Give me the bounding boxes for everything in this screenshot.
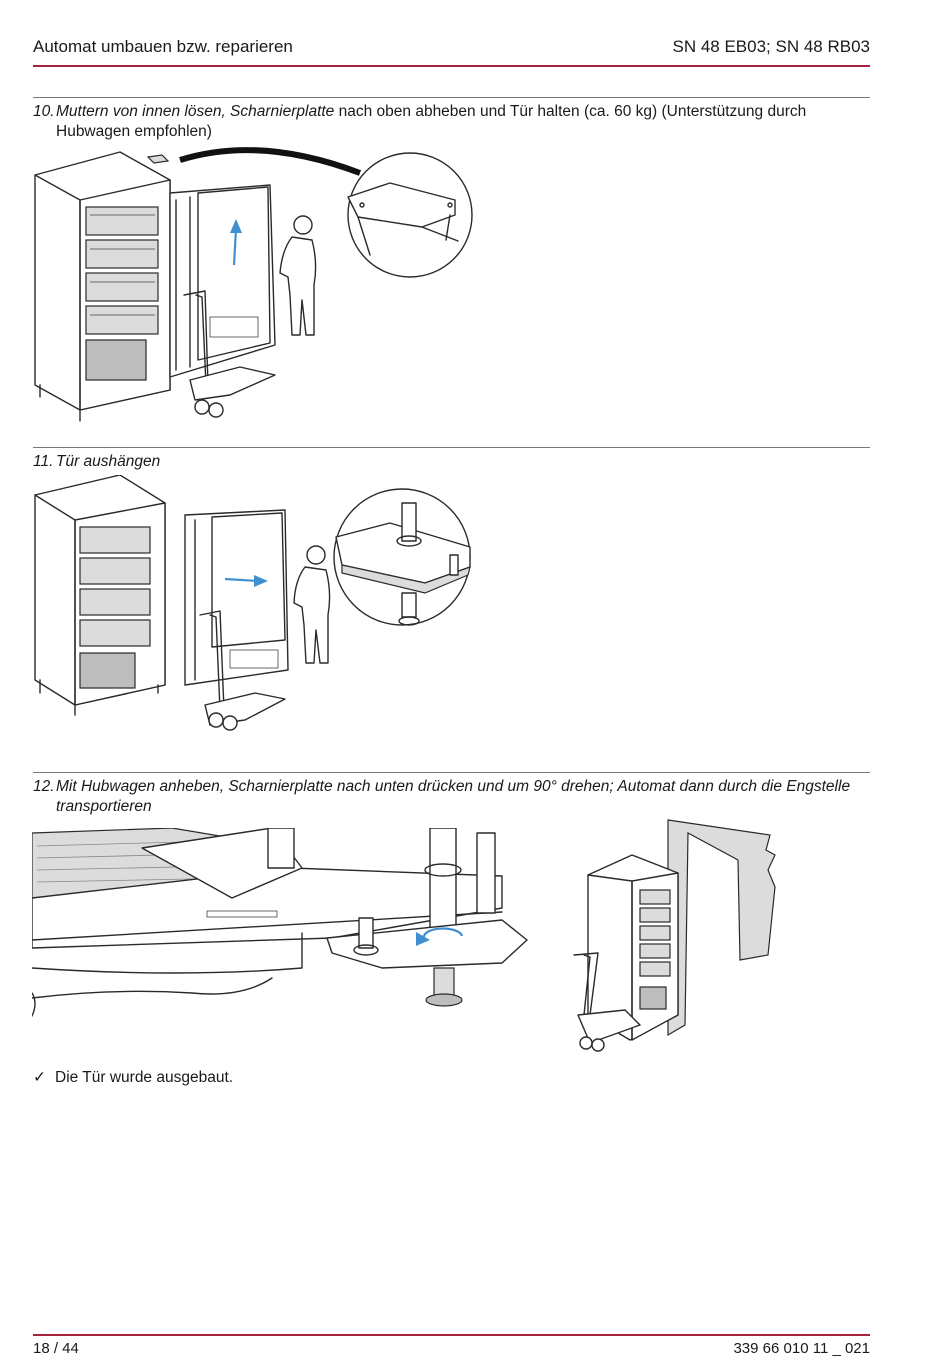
- step-divider: [33, 772, 870, 773]
- footer-rule: [33, 1334, 870, 1336]
- step-instruction-italic: Tür aushängen: [56, 453, 161, 470]
- step-number: 11.: [33, 453, 54, 470]
- header-rule: [33, 65, 870, 67]
- narrow-passage-illustration: [668, 820, 775, 1035]
- illustration-step-12-transport: [570, 815, 785, 1060]
- step-divider: [33, 97, 870, 98]
- step-10: [33, 102, 870, 142]
- step-instruction: [56, 777, 870, 817]
- step-instruction-italic: Mit Hubwagen anheben, Scharnierplatte nach unten drücken und um 90° drehen; Automat dann durch die Engstelle transportieren: [56, 778, 851, 815]
- step-12: [33, 777, 870, 817]
- step-divider: [33, 447, 870, 448]
- page-footer: [33, 1340, 870, 1360]
- hinge-plate: [148, 155, 168, 163]
- zoom-connector: [180, 150, 360, 173]
- page-number: 18 / 44: [33, 1340, 79, 1357]
- person-outline: [280, 216, 316, 335]
- step-number: 12.: [33, 778, 55, 795]
- step-11: [33, 452, 870, 472]
- step-number: 10.: [33, 103, 55, 120]
- model-ids: SN 48 EB03; SN 48 RB03: [672, 37, 870, 56]
- step-instruction: [56, 102, 870, 142]
- detail-zoom-circle: [348, 153, 472, 277]
- check-icon: ✓: [33, 1069, 46, 1086]
- person-outline: [294, 546, 330, 663]
- illustration-step-12-detail: [32, 828, 532, 1028]
- document-number: 339 66 010 11 _ 021: [733, 1340, 870, 1357]
- step-instruction-plain: nach oben abheben und Tür halten (ca. 60 kg) (Unterstützung durch Hubwagen empfohlen): [56, 103, 807, 140]
- illustration-step-10: [30, 145, 480, 425]
- page-header: [33, 37, 870, 59]
- step-instruction: [56, 452, 870, 472]
- door-panel: [198, 187, 270, 360]
- product-spirals: [640, 890, 670, 976]
- detail-zoom-circle: [334, 489, 470, 625]
- result-text: Die Tür wurde ausgebaut.: [55, 1069, 234, 1086]
- section-title: Automat umbauen bzw. reparieren: [33, 37, 293, 56]
- illustration-step-11: [30, 475, 480, 740]
- step-instruction-italic: Muttern von innen lösen, Scharnierplatte: [56, 103, 335, 120]
- result-line: [33, 1068, 233, 1087]
